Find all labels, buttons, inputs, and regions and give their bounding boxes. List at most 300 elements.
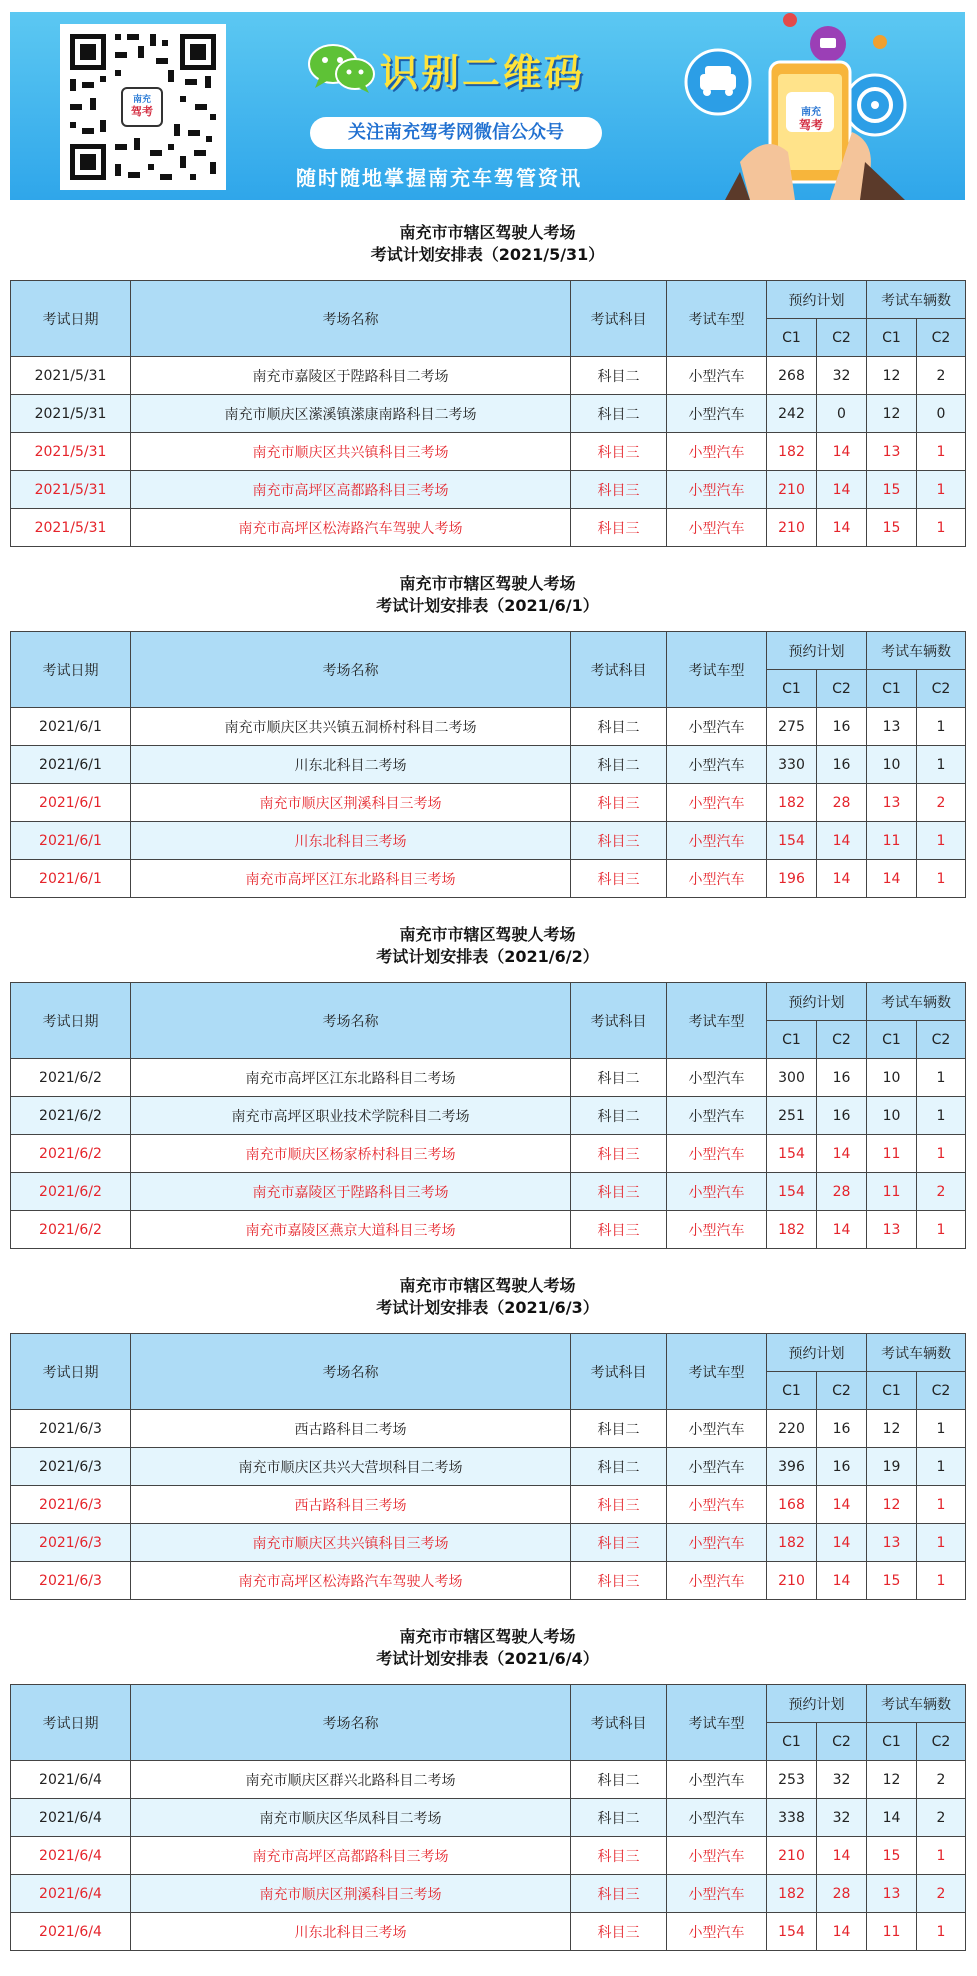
cell-date: 2021/5/31 — [11, 433, 131, 471]
schedule-table — [10, 280, 966, 547]
cell-subject: 科目二 — [571, 357, 667, 395]
table-row — [11, 1448, 966, 1486]
cell-cars-c1: 12 — [867, 1486, 917, 1524]
cell-cars-c1: 11 — [867, 1173, 917, 1211]
cell-subject: 科目三 — [571, 1211, 667, 1249]
cell-plan-c1: 300 — [767, 1059, 817, 1097]
header-date: 考试日期 — [11, 1334, 131, 1410]
cell-subject: 科目三 — [571, 1837, 667, 1875]
cell-subject: 科目三 — [571, 1875, 667, 1913]
header-date: 考试日期 — [11, 1685, 131, 1761]
cell-plan-c2: 16 — [817, 1097, 867, 1135]
header-venue: 考场名称 — [131, 632, 571, 708]
cell-venue: 南充市高坪区职业技术学院科目二考场 — [131, 1097, 571, 1135]
cell-date: 2021/6/3 — [11, 1486, 131, 1524]
phone-illustration — [670, 12, 965, 200]
header-subject: 考试科目 — [571, 983, 667, 1059]
cell-subject: 科目三 — [571, 1562, 667, 1600]
cell-cars-c1: 13 — [867, 784, 917, 822]
section-title: 南充市市辖区驾驶人考场 — [399, 1627, 576, 1646]
cell-cars-c2: 1 — [917, 1913, 966, 1951]
cell-cars-c2: 2 — [917, 1173, 966, 1211]
cell-date: 2021/6/1 — [11, 784, 131, 822]
cell-cars-c2: 1 — [917, 708, 966, 746]
cell-vehicle: 小型汽车 — [667, 860, 767, 898]
cell-cars-c1: 10 — [867, 1097, 917, 1135]
cell-venue: 南充市顺庆区杨家桥村科目三考场 — [131, 1135, 571, 1173]
cell-plan-c2: 32 — [817, 1799, 867, 1837]
cell-cars-c1: 13 — [867, 1524, 917, 1562]
cell-cars-c1: 10 — [867, 1059, 917, 1097]
qr-code — [60, 24, 226, 190]
banner-follow-pill: 关注南充驾考网微信公众号 — [310, 117, 602, 149]
cell-plan-c2: 14 — [817, 1562, 867, 1600]
cell-cars-c2: 2 — [917, 1761, 966, 1799]
table-row — [11, 509, 966, 547]
cell-plan-c1: 210 — [767, 1562, 817, 1600]
schedule-table — [10, 982, 966, 1249]
table-row — [11, 860, 966, 898]
cell-vehicle: 小型汽车 — [667, 1562, 767, 1600]
header-vehicle: 考试车型 — [667, 632, 767, 708]
cell-date: 2021/6/1 — [11, 746, 131, 784]
table-row — [11, 1135, 966, 1173]
header-date: 考试日期 — [11, 983, 131, 1059]
cell-plan-c1: 396 — [767, 1448, 817, 1486]
header-subject: 考试科目 — [571, 1334, 667, 1410]
cell-date: 2021/6/3 — [11, 1524, 131, 1562]
header-booking-c2: C2 — [817, 1723, 867, 1761]
schedule-section — [10, 1275, 965, 1600]
cell-cars-c1: 14 — [867, 1799, 917, 1837]
cell-vehicle: 小型汽车 — [667, 1173, 767, 1211]
cell-cars-c2: 1 — [917, 1524, 966, 1562]
cell-plan-c2: 14 — [817, 471, 867, 509]
cell-venue: 南充市顺庆区共兴镇科目三考场 — [131, 433, 571, 471]
cell-date: 2021/6/3 — [11, 1410, 131, 1448]
cell-subject: 科目三 — [571, 1524, 667, 1562]
table-row — [11, 1173, 966, 1211]
cell-vehicle: 小型汽车 — [667, 395, 767, 433]
table-row — [11, 1562, 966, 1600]
cell-vehicle: 小型汽车 — [667, 1913, 767, 1951]
section-title: 南充市市辖区驾驶人考场 — [399, 1276, 576, 1295]
cell-plan-c2: 16 — [817, 1448, 867, 1486]
cell-plan-c2: 14 — [817, 1837, 867, 1875]
cell-plan-c1: 210 — [767, 471, 817, 509]
header-cars-c2: C2 — [917, 319, 966, 357]
cell-cars-c2: 1 — [917, 509, 966, 547]
header-cars-c1: C1 — [867, 1372, 917, 1410]
cell-venue: 南充市嘉陵区于陛路科目三考场 — [131, 1173, 571, 1211]
cell-cars-c1: 10 — [867, 746, 917, 784]
cell-venue: 南充市顺庆区共兴镇科目三考场 — [131, 1524, 571, 1562]
section-subtitle: 考试计划安排表（2021/5/31） — [370, 245, 605, 264]
cell-plan-c1: 182 — [767, 1211, 817, 1249]
cell-subject: 科目二 — [571, 395, 667, 433]
table-row — [11, 1059, 966, 1097]
cell-date: 2021/6/2 — [11, 1211, 131, 1249]
header-vehicle: 考试车型 — [667, 1334, 767, 1410]
section-subtitle: 考试计划安排表（2021/6/1） — [376, 596, 599, 615]
table-row — [11, 746, 966, 784]
cell-subject: 科目二 — [571, 1448, 667, 1486]
cell-cars-c2: 2 — [917, 357, 966, 395]
cell-cars-c1: 12 — [867, 395, 917, 433]
header-cars-c1: C1 — [867, 1723, 917, 1761]
cell-plan-c1: 275 — [767, 708, 817, 746]
cell-plan-c2: 14 — [817, 822, 867, 860]
wechat-banner[interactable] — [10, 12, 965, 200]
header-cars: 考试车辆数 — [867, 983, 966, 1021]
cell-date: 2021/6/4 — [11, 1913, 131, 1951]
table-row — [11, 822, 966, 860]
cell-venue: 南充市顺庆区华凤科目二考场 — [131, 1799, 571, 1837]
cell-date: 2021/6/4 — [11, 1875, 131, 1913]
cell-cars-c1: 14 — [867, 860, 917, 898]
header-cars-c1: C1 — [867, 1021, 917, 1059]
schedule-table — [10, 1684, 966, 1951]
table-row — [11, 784, 966, 822]
cell-plan-c1: 154 — [767, 1173, 817, 1211]
cell-plan-c2: 14 — [817, 1211, 867, 1249]
table-row — [11, 1211, 966, 1249]
header-subject: 考试科目 — [571, 1685, 667, 1761]
cell-plan-c1: 220 — [767, 1410, 817, 1448]
header-venue: 考场名称 — [131, 1685, 571, 1761]
wechat-icon — [307, 42, 377, 94]
cell-cars-c2: 1 — [917, 746, 966, 784]
cell-plan-c2: 32 — [817, 357, 867, 395]
cell-venue: 南充市高坪区高都路科目三考场 — [131, 471, 571, 509]
header-booking: 预约计划 — [767, 983, 867, 1021]
cell-plan-c2: 14 — [817, 860, 867, 898]
phone-logo-line1: 南充 — [801, 107, 821, 118]
cell-plan-c2: 14 — [817, 1486, 867, 1524]
cell-venue: 南充市高坪区高都路科目三考场 — [131, 1837, 571, 1875]
cell-date: 2021/6/2 — [11, 1059, 131, 1097]
cell-cars-c2: 1 — [917, 433, 966, 471]
cell-venue: 南充市顺庆区共兴镇五洞桥村科目二考场 — [131, 708, 571, 746]
cell-plan-c1: 154 — [767, 1913, 817, 1951]
cell-plan-c2: 14 — [817, 433, 867, 471]
header-booking: 预约计划 — [767, 1334, 867, 1372]
cell-subject: 科目三 — [571, 860, 667, 898]
cell-cars-c1: 13 — [867, 1211, 917, 1249]
schedule-section — [10, 222, 965, 547]
cell-venue: 川东北科目三考场 — [131, 1913, 571, 1951]
cell-plan-c2: 28 — [817, 1173, 867, 1211]
cell-vehicle: 小型汽车 — [667, 1524, 767, 1562]
cell-cars-c2: 1 — [917, 1448, 966, 1486]
cell-plan-c2: 14 — [817, 1135, 867, 1173]
header-booking-c2: C2 — [817, 1372, 867, 1410]
header-vehicle: 考试车型 — [667, 1685, 767, 1761]
cell-plan-c1: 242 — [767, 395, 817, 433]
cell-venue: 西古路科目二考场 — [131, 1410, 571, 1448]
cell-subject: 科目三 — [571, 1913, 667, 1951]
cell-date: 2021/6/4 — [11, 1837, 131, 1875]
cell-cars-c2: 1 — [917, 1211, 966, 1249]
banner-title: 识别二维码 — [380, 51, 586, 95]
qr-logo — [121, 87, 163, 127]
cell-plan-c1: 182 — [767, 784, 817, 822]
cell-plan-c1: 338 — [767, 1799, 817, 1837]
cell-date: 2021/6/2 — [11, 1173, 131, 1211]
header-venue: 考场名称 — [131, 1334, 571, 1410]
cell-cars-c2: 1 — [917, 471, 966, 509]
header-booking: 预约计划 — [767, 1685, 867, 1723]
cell-plan-c2: 14 — [817, 1524, 867, 1562]
header-date: 考试日期 — [11, 281, 131, 357]
header-cars-c1: C1 — [867, 670, 917, 708]
cell-cars-c1: 13 — [867, 433, 917, 471]
cell-vehicle: 小型汽车 — [667, 1211, 767, 1249]
cell-vehicle: 小型汽车 — [667, 1135, 767, 1173]
table-row — [11, 1875, 966, 1913]
table-row — [11, 357, 966, 395]
cell-cars-c1: 13 — [867, 708, 917, 746]
header-venue: 考场名称 — [131, 983, 571, 1059]
cell-plan-c1: 210 — [767, 509, 817, 547]
cell-venue: 川东北科目二考场 — [131, 746, 571, 784]
cell-cars-c1: 12 — [867, 1410, 917, 1448]
header-booking-c2: C2 — [817, 1021, 867, 1059]
cell-cars-c1: 19 — [867, 1448, 917, 1486]
cell-cars-c2: 0 — [917, 395, 966, 433]
cell-plan-c1: 182 — [767, 1875, 817, 1913]
section-title: 南充市市辖区驾驶人考场 — [399, 925, 576, 944]
section-subtitle: 考试计划安排表（2021/6/3） — [376, 1298, 599, 1317]
cell-cars-c2: 1 — [917, 860, 966, 898]
cell-vehicle: 小型汽车 — [667, 784, 767, 822]
header-cars: 考试车辆数 — [867, 1685, 966, 1723]
cell-vehicle: 小型汽车 — [667, 1059, 767, 1097]
qr-logo-line1: 南充 — [132, 95, 151, 105]
cell-subject: 科目三 — [571, 509, 667, 547]
cell-plan-c2: 16 — [817, 1059, 867, 1097]
cell-subject: 科目二 — [571, 1097, 667, 1135]
header-booking-c2: C2 — [817, 670, 867, 708]
table-row — [11, 1486, 966, 1524]
cell-subject: 科目二 — [571, 1761, 667, 1799]
cell-vehicle: 小型汽车 — [667, 509, 767, 547]
table-row — [11, 1837, 966, 1875]
cell-date: 2021/5/31 — [11, 395, 131, 433]
table-row — [11, 471, 966, 509]
cell-plan-c1: 196 — [767, 860, 817, 898]
cell-cars-c1: 15 — [867, 1837, 917, 1875]
section-title: 南充市市辖区驾驶人考场 — [399, 223, 576, 242]
qr-logo-line2: 驾考 — [131, 105, 153, 118]
schedule-section — [10, 573, 965, 898]
schedule-table — [10, 1333, 966, 1600]
header-cars-c2: C2 — [917, 1021, 966, 1059]
cell-cars-c2: 1 — [917, 1837, 966, 1875]
cell-subject: 科目二 — [571, 1059, 667, 1097]
cell-date: 2021/6/4 — [11, 1799, 131, 1837]
header-booking-c1: C1 — [767, 319, 817, 357]
table-row — [11, 708, 966, 746]
cell-vehicle: 小型汽车 — [667, 1837, 767, 1875]
header-venue: 考场名称 — [131, 281, 571, 357]
cell-plan-c2: 16 — [817, 1410, 867, 1448]
header-booking-c2: C2 — [817, 319, 867, 357]
cell-venue: 西古路科目三考场 — [131, 1486, 571, 1524]
cell-plan-c2: 16 — [817, 746, 867, 784]
table-row — [11, 1524, 966, 1562]
cell-date: 2021/6/1 — [11, 708, 131, 746]
schedule-section — [10, 924, 965, 1249]
header-cars: 考试车辆数 — [867, 632, 966, 670]
cell-subject: 科目三 — [571, 471, 667, 509]
cell-cars-c2: 1 — [917, 1097, 966, 1135]
cell-venue: 南充市嘉陵区燕京大道科目三考场 — [131, 1211, 571, 1249]
schedule-table — [10, 631, 966, 898]
cell-date: 2021/6/3 — [11, 1562, 131, 1600]
cell-cars-c2: 1 — [917, 1135, 966, 1173]
cell-vehicle: 小型汽车 — [667, 746, 767, 784]
cell-cars-c1: 11 — [867, 822, 917, 860]
cell-plan-c1: 268 — [767, 357, 817, 395]
header-date: 考试日期 — [11, 632, 131, 708]
cell-cars-c1: 12 — [867, 1761, 917, 1799]
cell-cars-c2: 1 — [917, 1059, 966, 1097]
phone-logo-line2: 驾考 — [798, 118, 823, 132]
cell-vehicle: 小型汽车 — [667, 822, 767, 860]
cell-venue: 南充市高坪区松涛路汽车驾驶人考场 — [131, 509, 571, 547]
cell-cars-c2: 2 — [917, 784, 966, 822]
cell-venue: 南充市嘉陵区于陛路科目二考场 — [131, 357, 571, 395]
cell-date: 2021/6/2 — [11, 1097, 131, 1135]
cell-venue: 南充市顺庆区潆溪镇潆康南路科目二考场 — [131, 395, 571, 433]
table-row — [11, 1761, 966, 1799]
cell-plan-c2: 14 — [817, 509, 867, 547]
cell-cars-c1: 12 — [867, 357, 917, 395]
cell-vehicle: 小型汽车 — [667, 1875, 767, 1913]
header-subject: 考试科目 — [571, 632, 667, 708]
cell-cars-c2: 1 — [917, 1486, 966, 1524]
cell-cars-c1: 13 — [867, 1875, 917, 1913]
section-subtitle: 考试计划安排表（2021/6/4） — [376, 1649, 599, 1668]
header-cars-c2: C2 — [917, 670, 966, 708]
schedule-section — [10, 1626, 965, 1951]
cell-cars-c1: 11 — [867, 1135, 917, 1173]
header-cars-c2: C2 — [917, 1372, 966, 1410]
table-row — [11, 1097, 966, 1135]
header-booking-c1: C1 — [767, 1021, 817, 1059]
table-row — [11, 433, 966, 471]
cell-cars-c2: 2 — [917, 1799, 966, 1837]
cell-vehicle: 小型汽车 — [667, 1761, 767, 1799]
cell-cars-c2: 1 — [917, 1410, 966, 1448]
cell-vehicle: 小型汽车 — [667, 1799, 767, 1837]
cell-cars-c1: 15 — [867, 509, 917, 547]
cell-venue: 南充市顺庆区共兴大营坝科目二考场 — [131, 1448, 571, 1486]
cell-venue: 南充市高坪区江东北路科目二考场 — [131, 1059, 571, 1097]
phone-screen-logo — [785, 107, 837, 135]
cell-date: 2021/6/2 — [11, 1135, 131, 1173]
cell-subject: 科目三 — [571, 822, 667, 860]
cell-vehicle: 小型汽车 — [667, 357, 767, 395]
cell-vehicle: 小型汽车 — [667, 1486, 767, 1524]
cell-vehicle: 小型汽车 — [667, 1448, 767, 1486]
cell-venue: 南充市高坪区江东北路科目三考场 — [131, 860, 571, 898]
cell-subject: 科目三 — [571, 1173, 667, 1211]
cell-subject: 科目三 — [571, 1486, 667, 1524]
cell-date: 2021/5/31 — [11, 471, 131, 509]
cell-vehicle: 小型汽车 — [667, 433, 767, 471]
section-subtitle: 考试计划安排表（2021/6/2） — [376, 947, 599, 966]
cell-subject: 科目二 — [571, 746, 667, 784]
table-row — [11, 395, 966, 433]
cell-cars-c2: 2 — [917, 1875, 966, 1913]
section-title: 南充市市辖区驾驶人考场 — [399, 574, 576, 593]
cell-vehicle: 小型汽车 — [667, 471, 767, 509]
header-booking: 预约计划 — [767, 281, 867, 319]
header-booking-c1: C1 — [767, 670, 817, 708]
cell-date: 2021/6/1 — [11, 860, 131, 898]
header-cars-c2: C2 — [917, 1723, 966, 1761]
cell-subject: 科目三 — [571, 433, 667, 471]
cell-plan-c1: 154 — [767, 822, 817, 860]
header-cars: 考试车辆数 — [867, 1334, 966, 1372]
cell-venue: 川东北科目三考场 — [131, 822, 571, 860]
cell-plan-c2: 16 — [817, 708, 867, 746]
cell-plan-c2: 32 — [817, 1761, 867, 1799]
cell-venue: 南充市高坪区松涛路汽车驾驶人考场 — [131, 1562, 571, 1600]
cell-subject: 科目三 — [571, 1135, 667, 1173]
cell-date: 2021/6/3 — [11, 1448, 131, 1486]
header-vehicle: 考试车型 — [667, 281, 767, 357]
cell-venue: 南充市顺庆区荆溪科目三考场 — [131, 1875, 571, 1913]
header-booking: 预约计划 — [767, 632, 867, 670]
header-cars-c1: C1 — [867, 319, 917, 357]
cell-subject: 科目二 — [571, 1799, 667, 1837]
cell-venue: 南充市顺庆区荆溪科目三考场 — [131, 784, 571, 822]
cell-plan-c1: 182 — [767, 433, 817, 471]
cell-plan-c2: 0 — [817, 395, 867, 433]
cell-cars-c1: 11 — [867, 1913, 917, 1951]
cell-plan-c2: 28 — [817, 1875, 867, 1913]
cell-plan-c1: 210 — [767, 1837, 817, 1875]
cell-vehicle: 小型汽车 — [667, 708, 767, 746]
cell-plan-c1: 182 — [767, 1524, 817, 1562]
cell-plan-c1: 330 — [767, 746, 817, 784]
cell-plan-c2: 28 — [817, 784, 867, 822]
header-booking-c1: C1 — [767, 1723, 817, 1761]
cell-subject: 科目三 — [571, 784, 667, 822]
header-subject: 考试科目 — [571, 281, 667, 357]
cell-date: 2021/6/4 — [11, 1761, 131, 1799]
cell-plan-c1: 253 — [767, 1761, 817, 1799]
table-row — [11, 1913, 966, 1951]
banner-subtitle: 随时随地掌握南充车驾管资讯 — [296, 166, 582, 190]
cell-plan-c1: 251 — [767, 1097, 817, 1135]
cell-date: 2021/5/31 — [11, 509, 131, 547]
cell-cars-c2: 1 — [917, 1562, 966, 1600]
cell-vehicle: 小型汽车 — [667, 1410, 767, 1448]
cell-plan-c1: 154 — [767, 1135, 817, 1173]
table-row — [11, 1799, 966, 1837]
cell-subject: 科目二 — [571, 1410, 667, 1448]
cell-plan-c1: 168 — [767, 1486, 817, 1524]
cell-cars-c2: 1 — [917, 822, 966, 860]
cell-plan-c2: 14 — [817, 1913, 867, 1951]
cell-date: 2021/6/1 — [11, 822, 131, 860]
cell-subject: 科目二 — [571, 708, 667, 746]
header-cars: 考试车辆数 — [867, 281, 966, 319]
